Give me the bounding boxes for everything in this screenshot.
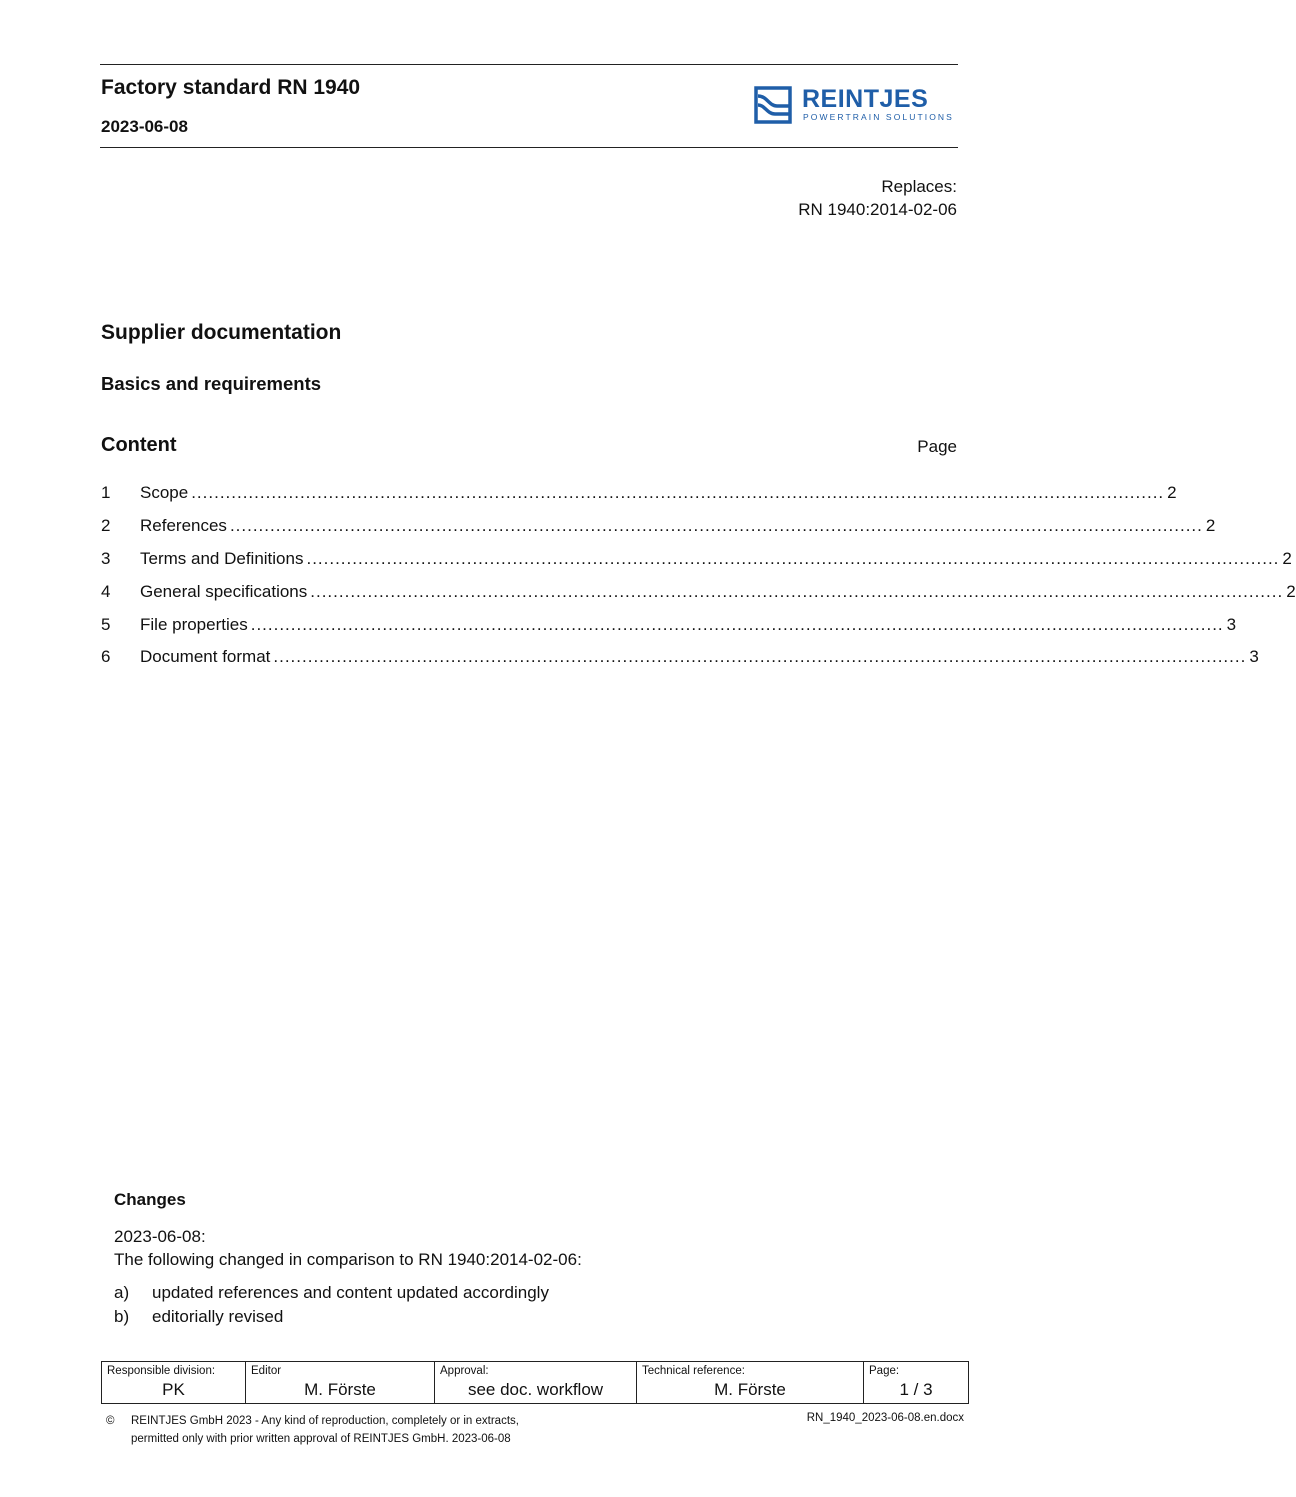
toc-leader: .......................................................................................................................................................................... <box>306 549 1280 568</box>
footer-label: Editor <box>251 1365 282 1377</box>
toc-leader: .......................................................................................................................................................................... <box>310 582 1284 601</box>
toc-entry[interactable] <box>101 582 1296 606</box>
toc-number: 1 <box>101 483 111 502</box>
replaces-block <box>798 175 957 221</box>
document-filename: RN_1940_2023-06-08.en.docx <box>806 1412 964 1424</box>
copyright-line-2: permitted only with prior written approval of REINTJES GmbH. 2023-06-08 <box>131 1433 511 1445</box>
copyright-line-1: REINTJES GmbH 2023 - Any kind of reproduction, completely or in extracts, <box>131 1415 519 1427</box>
changes-heading: Changes <box>114 1190 186 1209</box>
toc-page-number: 3 <box>1249 647 1259 666</box>
footer-label: Technical reference: <box>642 1365 745 1377</box>
content-heading: Content <box>101 434 177 456</box>
change-text: editorially revised <box>152 1307 284 1326</box>
toc-title: Document format <box>140 647 271 666</box>
footer-info-table <box>101 1361 969 1404</box>
toc-number: 6 <box>101 647 111 666</box>
toc-title: Terms and Definitions <box>140 549 304 568</box>
toc-number: 3 <box>101 549 111 568</box>
footer-value: M. Förste <box>714 1380 786 1399</box>
replaces-label: Replaces: <box>881 177 957 196</box>
toc-leader: .......................................................................................................................................................................... <box>250 615 1224 634</box>
copyright-notice <box>106 1412 519 1448</box>
footer-value: PK <box>162 1380 185 1399</box>
replaces-value: RN 1940:2014-02-06 <box>798 200 957 219</box>
company-logo <box>755 86 960 126</box>
toc-page-number: 2 <box>1205 516 1216 535</box>
changes-intro-text: The following changed in comparison to RN 1940:2014-02-06: <box>114 1250 582 1269</box>
document-title: Supplier documentation <box>101 321 342 344</box>
footer-value: 1 / 3 <box>899 1380 933 1399</box>
reintjes-logo-icon <box>755 86 793 124</box>
toc-title: File properties <box>140 615 248 634</box>
logo-wordmark: REINTJES <box>802 85 929 113</box>
logo-tagline: POWERTRAIN SOLUTIONS <box>803 112 954 122</box>
toc-page-number: 3 <box>1226 615 1237 634</box>
footer-label: Responsible division: <box>107 1365 216 1377</box>
change-letter: a) <box>114 1283 130 1302</box>
footer-cell-technical-reference <box>637 1362 864 1404</box>
changes-date: 2023-06-08: <box>114 1227 206 1246</box>
toc-page-number: 2 <box>1167 483 1177 502</box>
toc-title: References <box>140 516 227 535</box>
toc-entry[interactable] <box>101 549 1292 573</box>
toc-entry[interactable] <box>101 516 1216 540</box>
change-letter: b) <box>114 1307 130 1326</box>
toc-number: 4 <box>101 582 111 601</box>
toc-leader: .......................................................................................................................................................................... <box>191 483 1165 502</box>
standard-date: 2023-06-08 <box>101 117 188 136</box>
toc-title: Scope <box>140 483 189 502</box>
footer-cell-editor <box>246 1362 435 1404</box>
header-top-rule <box>100 64 958 65</box>
footer-label: Page: <box>869 1365 900 1377</box>
footer-value: M. Förste <box>304 1380 376 1399</box>
header-bottom-rule <box>100 147 958 148</box>
content-page-label: Page <box>917 437 957 456</box>
copyright-symbol: © <box>106 1415 115 1427</box>
footer-label: Approval: <box>440 1365 489 1377</box>
toc-entry[interactable] <box>101 483 1177 507</box>
toc-entry[interactable] <box>101 615 1237 639</box>
footer-cell-division <box>102 1362 246 1404</box>
toc-page-number: 2 <box>1286 582 1296 601</box>
footer-cell-page <box>864 1362 969 1404</box>
toc-leader: .......................................................................................................................................................................... <box>273 647 1247 666</box>
toc-title: General specifications <box>140 582 308 601</box>
footer-cell-approval <box>435 1362 637 1404</box>
standard-title: Factory standard RN 1940 <box>101 76 361 99</box>
change-item <box>114 1283 549 1303</box>
toc-leader: .......................................................................................................................................................................... <box>229 516 1203 535</box>
change-item <box>114 1307 283 1327</box>
change-text: updated references and content updated accordingly <box>152 1283 549 1302</box>
changes-intro <box>114 1225 582 1271</box>
toc-number: 5 <box>101 615 111 634</box>
toc-number: 2 <box>101 516 111 535</box>
footer-value: see doc. workflow <box>467 1380 604 1399</box>
toc-page-number: 2 <box>1282 549 1292 568</box>
document-subtitle: Basics and requirements <box>101 373 322 394</box>
toc-entry[interactable] <box>101 647 1259 671</box>
